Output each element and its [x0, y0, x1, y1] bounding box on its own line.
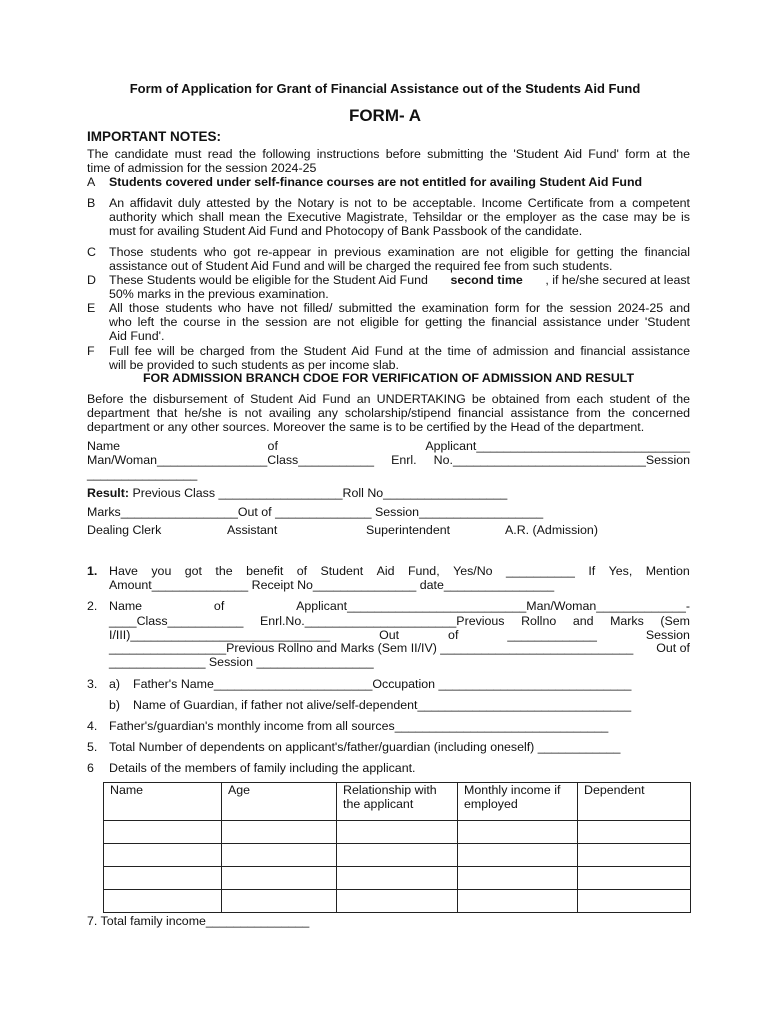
q4-number: 4. [87, 719, 98, 733]
session-blank: ________________ [87, 467, 198, 481]
table-cell[interactable] [104, 844, 222, 867]
note-e-line1: All those students who have not filled/ submitted the examination form for the session 2024-25 and [109, 301, 690, 315]
note-e-line3: Aid Fund'. [109, 329, 165, 343]
verification-para-line1: Before the disbursement of Student Aid Fund an UNDERTAKING be obtained from each student of the [87, 392, 690, 406]
q1-line2: Amount______________ Receipt No_______________ date________________ [109, 578, 555, 592]
note-e-line2: who left the course in the session are not eligible for getting the financial assistance under 'Student [109, 315, 690, 329]
table-header-row [104, 783, 691, 821]
q2-word: of [448, 628, 459, 642]
q5-text: Total Number of dependents on applicant's/father/guardian (including oneself) ____________ [109, 740, 621, 754]
q6-text: Details of the members of family including the applicant. [109, 761, 416, 775]
result-line [87, 486, 507, 500]
note-a-text: Students covered under self-finance courses are not entitled for availing Student Aid Fund [109, 175, 643, 189]
q3b-letter: b) [109, 698, 121, 712]
header-relationship: Relationship with the applicant [337, 783, 458, 821]
table-cell[interactable] [104, 821, 222, 844]
q1-word: got [184, 564, 202, 578]
table-cell[interactable] [458, 890, 578, 913]
note-f-line2: will be provided to such students as per income slab. [109, 358, 399, 372]
q2-word: _____________ [507, 628, 597, 642]
q2-line2 [109, 614, 690, 628]
name-of-applicant-line [87, 439, 690, 453]
header-monthly-income: Monthly income if employed [458, 783, 578, 821]
note-b-line1: An affidavit duly attested by the Notary is not to be acceptable. Income Certificate from a competent [109, 196, 690, 210]
form-heading: FORM- A [348, 106, 422, 125]
q2-word: I/III)_____________________________ [109, 628, 331, 642]
ar-admission-label: A.R. (Admission) [505, 523, 598, 537]
table-cell[interactable] [222, 844, 337, 867]
notes-intro-line2: time of admission for the session 2024-25 [87, 161, 317, 175]
table-cell[interactable] [337, 821, 458, 844]
note-f-line1: Full fee will be charged from the Student Aid Fund at the time of admission and financial assistance [109, 344, 690, 358]
table-row [104, 867, 691, 890]
dealing-clerk-label: Dealing Clerk [87, 523, 162, 537]
q2-word: Rollno [521, 614, 557, 628]
note-d-emphasis: second time [450, 273, 523, 287]
verification-para-line2: department that he/she is not availing any scholarship/stipend financial assistance from the concerned [87, 406, 690, 420]
q2-line4 [109, 641, 690, 655]
q1-word: benefit [246, 564, 284, 578]
form-title: Form of Application for Grant of Financial Assistance out of the Students Aid Fund [129, 81, 641, 96]
q2-word: of [213, 599, 225, 613]
q5-number: 5. [87, 740, 98, 754]
note-c-line1: Those students who got re-appear in previous examination are not eligible for getting the financial [109, 245, 690, 259]
q1-word: __________ [505, 564, 575, 578]
q2-word: Applicant__________________________Man/Woman_____________- [296, 599, 690, 613]
header-dependent: Dependent [578, 783, 691, 821]
notes-heading: IMPORTANT NOTES: [87, 129, 221, 144]
q1-word: you [151, 564, 172, 578]
note-d-letter: D [87, 273, 96, 287]
q1-word: of [296, 564, 308, 578]
table-row [104, 844, 691, 867]
assistant-label: Assistant [227, 523, 278, 537]
table-cell[interactable] [222, 890, 337, 913]
q2-word: Enrl.No.______________________Previous [259, 614, 505, 628]
q2-word: Out [379, 628, 400, 642]
note-e-letter: E [87, 301, 96, 315]
table-cell[interactable] [578, 890, 691, 913]
q1-word: Aid [376, 564, 395, 578]
header-age: Age [222, 783, 337, 821]
q2-line3 [109, 628, 690, 642]
name-word: Name [87, 439, 121, 453]
table-cell[interactable] [458, 821, 578, 844]
table-cell[interactable] [222, 867, 337, 890]
result-fields: Previous Class __________________Roll No__________________ [129, 486, 508, 500]
q2-word: Marks [610, 614, 644, 628]
table-cell[interactable] [337, 844, 458, 867]
applicant-field: Applicant_______________________________ [425, 439, 690, 453]
q2-word: Out of [656, 641, 690, 655]
q1-word: If [588, 564, 596, 578]
note-b-letter: B [87, 196, 96, 210]
q3a-text: Father's Name_______________________Occupation ____________________________ [133, 677, 632, 691]
note-b-line3: must for availing Student Aid Fund and Photocopy of Bank Passbook of the candidate. [109, 224, 583, 238]
header-name: Name [104, 783, 222, 821]
note-d-line2: 50% marks in the previous examination. [109, 287, 329, 301]
note-f-letter: F [87, 344, 95, 358]
notes-intro-line1: The candidate must read the following instructions before submitting the 'Student Aid Fund' form at the [87, 147, 690, 161]
table-row [104, 821, 691, 844]
q1-line1 [109, 564, 690, 578]
q3-number: 3. [87, 677, 98, 691]
note-c-line2: assistance out of Student Aid Fund and will be charged the required fee from such students. [109, 259, 613, 273]
note-d-part1: These Students would be eligible for the Student Aid Fund [109, 273, 428, 287]
table-cell[interactable] [337, 867, 458, 890]
q3a-letter: a) [109, 677, 121, 691]
q2-word: ____Class___________ [109, 614, 244, 628]
superintendent-label: Superintendent [366, 523, 451, 537]
q2-word: (Sem [660, 614, 690, 628]
of-word: of [267, 439, 278, 453]
q2-line5: ______________ Session _________________ [109, 655, 374, 669]
table-row [104, 890, 691, 913]
note-a-letter: A [87, 175, 96, 189]
q2-word: _________________Previous Rollno and Marks (Sem II/IV) ____________________________ [109, 641, 634, 655]
table-cell[interactable] [222, 821, 337, 844]
marks-line: Marks_________________Out of ______________ Session__________________ [87, 505, 544, 519]
q4-text: Father's/guardian's monthly income from all sources_______________________________ [109, 719, 609, 733]
q1-word: Yes, [608, 564, 633, 578]
table-cell[interactable] [578, 844, 691, 867]
table-cell[interactable] [578, 867, 691, 890]
q7-text: 7. Total family income_______________ [87, 914, 310, 928]
q2-word: and [572, 614, 594, 628]
q1-number: 1. [87, 564, 98, 578]
q1-word: Student [320, 564, 364, 578]
enrl-word: Enrl. [391, 453, 417, 467]
q1-word: Have [109, 564, 138, 578]
q3b-text: Name of Guardian, if father not alive/self-dependent_______________________________ [133, 698, 632, 712]
note-c-letter: C [87, 245, 96, 259]
note-b-line2: authority which shall mean the Executive Magistrate, Tehsildar or the employer as the case may be is [109, 210, 690, 224]
q6-number: 6 [87, 761, 94, 775]
table-cell[interactable] [104, 867, 222, 890]
q1-word: the [215, 564, 233, 578]
q1-word: Fund, [407, 564, 440, 578]
q2-number: 2. [87, 599, 98, 613]
result-label: Result: [87, 486, 129, 500]
table-cell[interactable] [578, 821, 691, 844]
q2-line1 [109, 599, 690, 613]
family-details-table [103, 782, 691, 913]
man-woman-class-field: Man/Woman________________Class___________ [87, 453, 375, 467]
verification-heading: FOR ADMISSION BRANCH CDOE FOR VERIFICATION OF ADMISSION AND RESULT [142, 371, 635, 385]
verification-para-line3: department or any other sources. Moreover the same is to be certified by the Head of the department. [87, 420, 645, 434]
table-cell[interactable] [458, 844, 578, 867]
q1-word: Yes/No [453, 564, 493, 578]
q2-word: Session [645, 628, 690, 642]
note-d-part3: , if he/she secured at least [545, 273, 690, 287]
table-cell[interactable] [337, 890, 458, 913]
gender-class-enrl-line [87, 453, 690, 467]
q1-word: Mention [645, 564, 690, 578]
q2-word: Name [109, 599, 143, 613]
enrl-no-session-field: No.____________________________Session [433, 453, 690, 467]
table-cell[interactable] [458, 867, 578, 890]
table-cell[interactable] [104, 890, 222, 913]
note-d-line1 [109, 273, 690, 287]
